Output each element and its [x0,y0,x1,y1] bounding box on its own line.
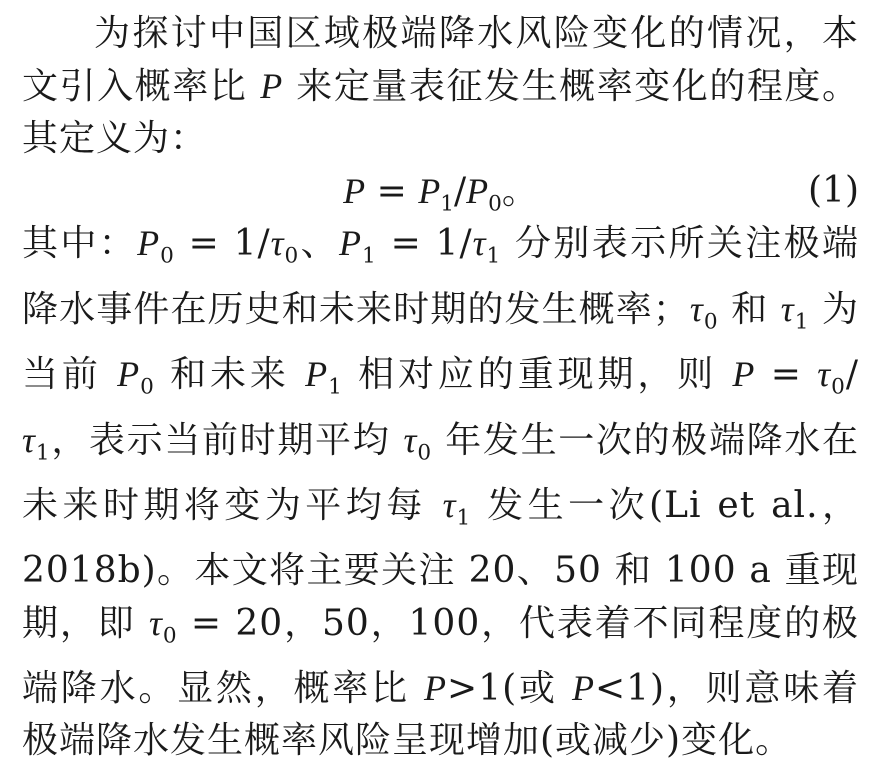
var-p1: P [339,223,363,263]
var-tau1-sub: 1 [486,243,502,269]
var-tau0-e: τ [148,602,163,643]
main-t14: 发生一次(Li et al.，2018b)。本文将主要关注 20、50 和 100 a 重现期，即 [22,485,859,644]
eq-slash: / [453,171,467,212]
main-t10: = [755,354,818,396]
var-tau1: τ [472,223,487,263]
main-t06: 和 [718,288,781,330]
main-t04: = 1/ [376,223,473,264]
var-tau0-c: τ [817,354,832,395]
intro-text-b: 来定量表征发生概率变化的程度。其定义为： [22,66,859,159]
var-tau1-d-sub: 1 [456,505,472,531]
main-t03: 、 [299,223,340,264]
var-p0: P [137,223,161,263]
main-t16: >1(或 [447,668,572,710]
main-t01: 其中： [22,223,138,264]
var-tau0-sub: 0 [284,243,300,269]
eq-p1: P [418,171,441,211]
var-tau1-d: τ [442,485,457,526]
var-tau0-e-sub: 0 [162,623,178,649]
intro-paragraph [22,8,859,165]
eq-p1-subscript: 1 [440,191,454,217]
main-t13: 年发生一次的极端降水在未来时期将变为平均每 [22,419,859,527]
main-t17: <1)，则意味着极端降水发生概率风险呈现增加(或减少)变化。 [22,668,859,762]
var-tau0-d-sub: 0 [417,440,433,466]
var-p0-b-sub: 0 [140,374,155,400]
equation-1 [22,165,859,217]
var-tau1-c-sub: 1 [35,440,51,466]
var-p1-sub: 1 [362,243,377,269]
main-t15: = 20，50，100，代表着不同程度的极端降水。显然，概率比 [22,602,859,710]
equation-body [22,165,859,231]
eq-end: 。 [501,171,538,212]
var-tau0-c-sub: 0 [831,374,846,400]
var-tau0-b: τ [689,288,704,329]
probability-ratio-symbol: P [260,66,284,106]
main-t05: 分别表示所关注极端降水事件在历史和未来时期的发生概率； [22,223,859,330]
eq-p0: P [466,171,489,211]
main-t12: ，表示当前时期平均 [50,419,404,461]
eq-p0-subscript: 0 [488,191,502,217]
var-tau1-b: τ [780,288,795,329]
eq-lhs: P [343,171,366,211]
main-t08: 和未来 [154,354,306,396]
eq-equals: = [365,171,419,212]
main-t02: = 1/ [174,223,271,264]
var-p0-b: P [117,354,141,395]
var-tau0-b-sub: 0 [703,309,719,335]
main-t07: 为当前 [22,288,859,396]
main-paragraph [22,217,859,767]
var-tau0: τ [270,223,285,263]
intro-text-a: 为探讨中国区域极端降水风险变化的情况，本文引入概率比 [22,13,859,107]
main-t09: 相对应的重现期，则 [342,354,733,396]
var-p1-b-sub: 1 [328,374,343,400]
var-p-lt: P [571,668,595,709]
var-tau0-d: τ [403,419,418,460]
equation-number: (1) [808,170,859,211]
var-tau1-b-sub: 1 [794,309,810,335]
var-p1-b: P [305,354,329,395]
var-tau1-c: τ [22,419,36,460]
var-p-gt: P [424,668,448,709]
var-p: P [732,354,756,395]
var-p0-sub: 0 [160,243,175,269]
main-t11: / [845,354,859,396]
